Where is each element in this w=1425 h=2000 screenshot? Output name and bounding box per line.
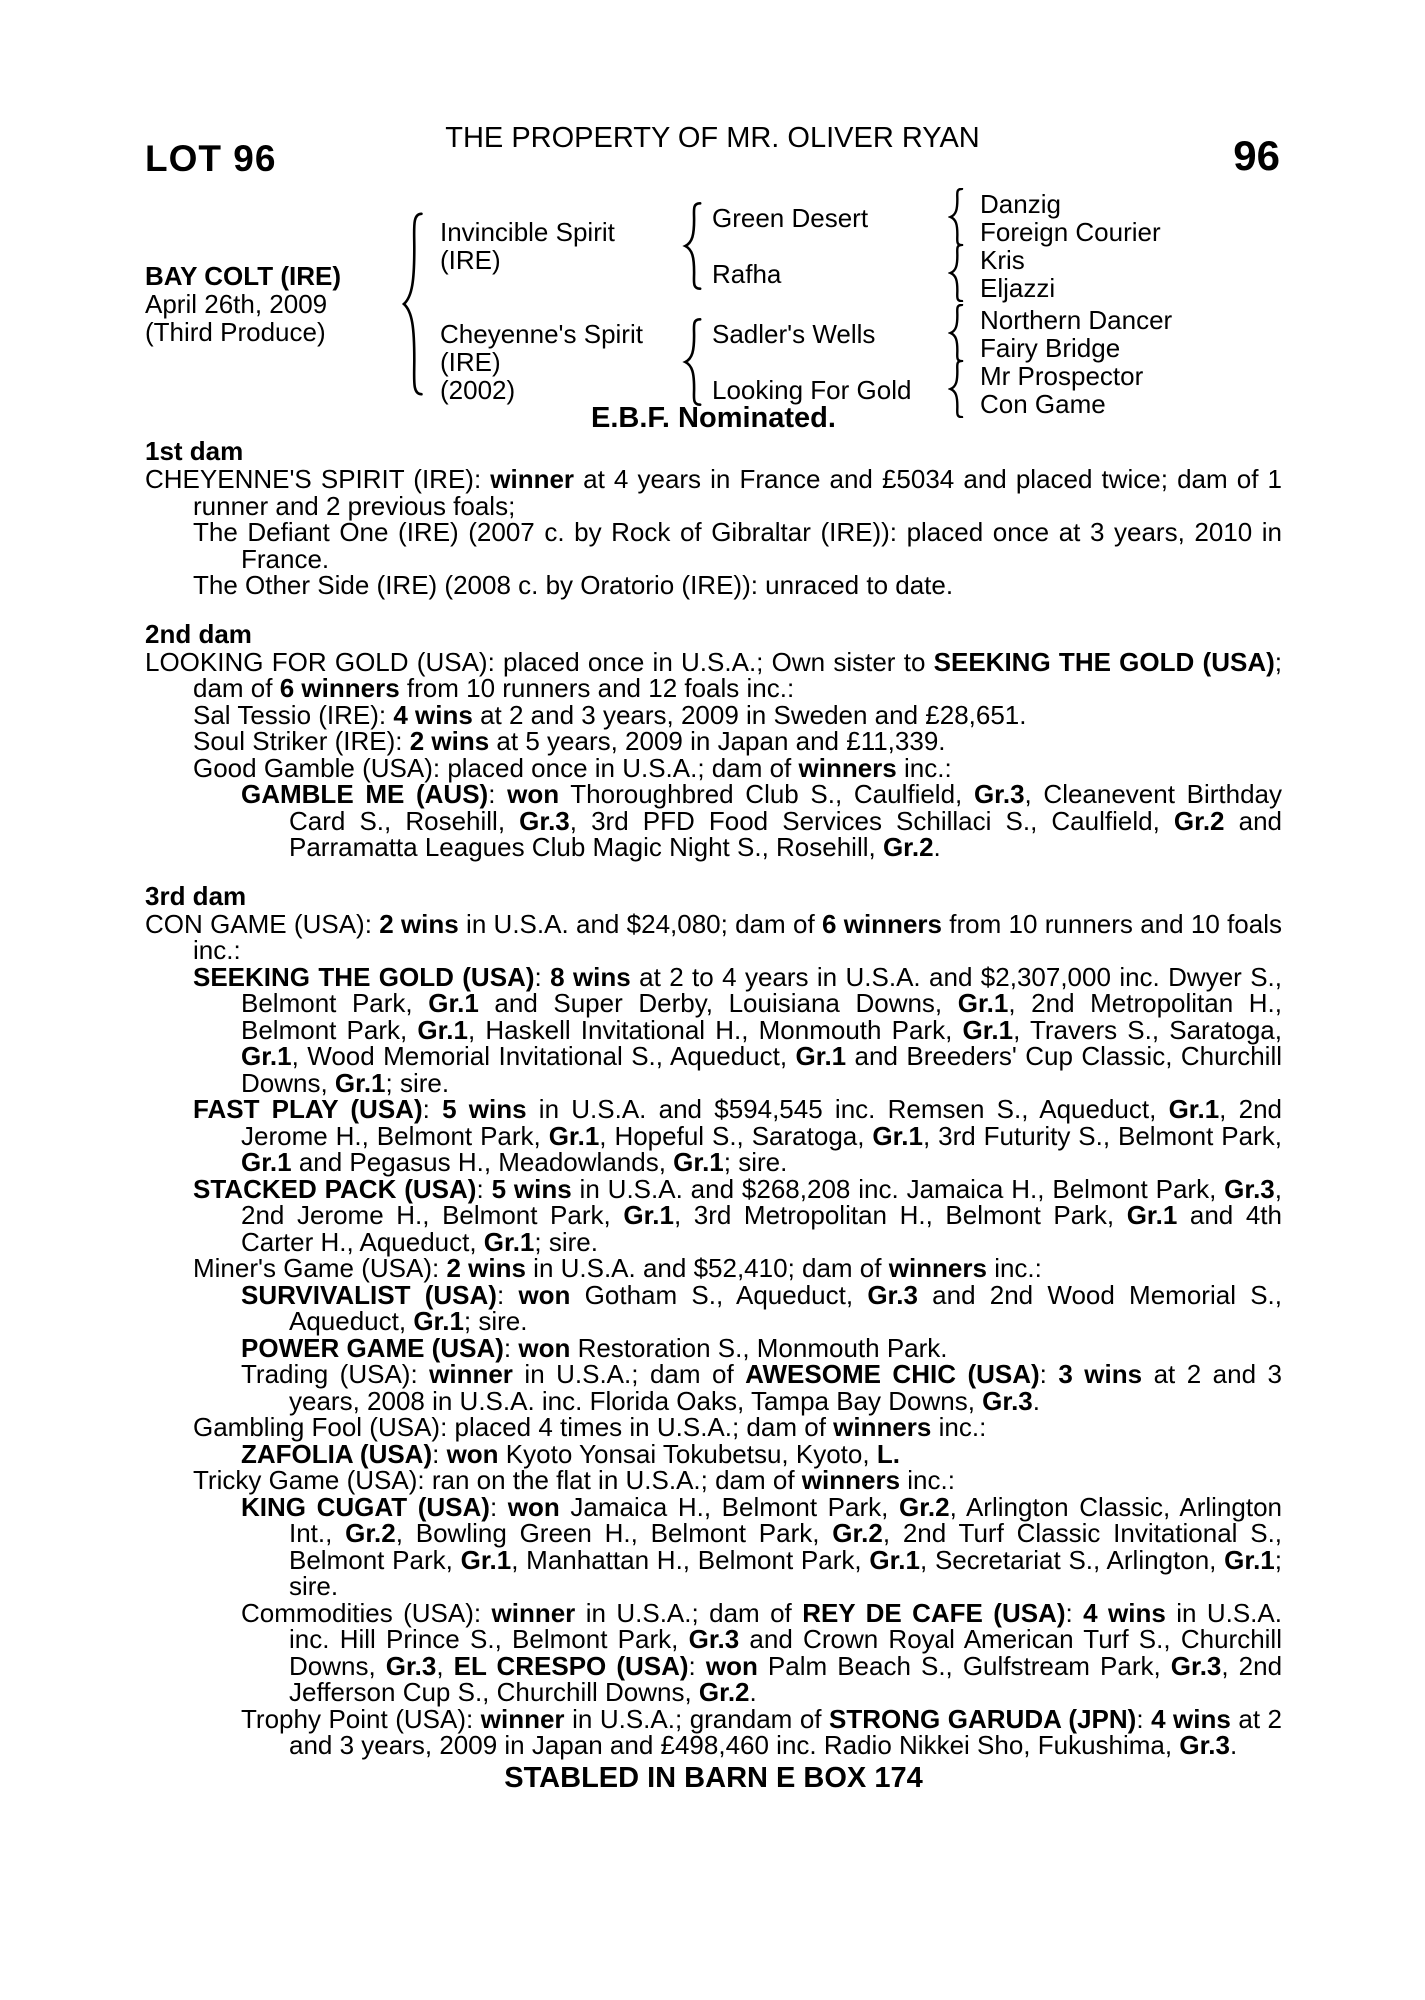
catalogue-paragraph: Good Gamble (USA): placed once in U.S.A.; dam of winners inc.:: [193, 752, 952, 783]
catalogue-paragraph: SURVIVALIST (USA): won Gotham S., Aqueduct, Gr.3 and 2nd Wood Memorial S., Aqueduct, Gr.1; sire.: [241, 1279, 1282, 1336]
catalogue-paragraph: STACKED PACK (USA): 5 wins in U.S.A. and $268,208 inc. Jamaica H., Belmont Park, Gr.3, 2nd Jerome H., Belmont Park, Gr.1, 3rd Metropolitan H., Belmont Park, Gr.1 and 4th Carter H., Aqueduct, Gr.1; sire.: [193, 1173, 1282, 1257]
brace-icon: [682, 318, 704, 406]
brace-icon: [948, 188, 965, 246]
catalogue-paragraph: POWER GAME (USA): won Restoration S., Monmouth Park.: [241, 1332, 948, 1363]
grandparent-name: Kris: [980, 245, 1025, 275]
catalogue-paragraph: ZAFOLIA (USA): won Kyoto Yonsai Tokubetsu, Kyoto, L.: [241, 1438, 900, 1469]
dam-name: Cheyenne's Spirit: [440, 319, 643, 349]
grandparent-name: Fairy Bridge: [980, 333, 1121, 363]
dam-suffix: (IRE): [440, 347, 501, 377]
catalogue-paragraph: SEEKING THE GOLD (USA): 8 wins at 2 to 4 years in U.S.A. and $2,307,000 inc. Dwyer S., Belmont Park, Gr.1 and Super Derby, Louisiana Downs, Gr.1, 2nd Metropolitan H., Belmont Park, Gr.1, Haskell Invitational H., Monmouth Park, Gr.1, Travers S., Saratoga, Gr.1, Wood Memorial Invitational S., Aqueduct, Gr.1 and Breeders' Cup Classic, Churchill Downs, Gr.1; sire.: [193, 961, 1283, 1098]
subject-foaling-date: April 26th, 2009: [145, 289, 328, 319]
catalogue-paragraph: Miner's Game (USA): 2 wins in U.S.A. and $52,410; dam of winners inc.:: [193, 1253, 1042, 1283]
dam-heading: 3rd dam: [145, 880, 247, 911]
catalogue-paragraph: FAST PLAY (USA): 5 wins in U.S.A. and $594,545 inc. Remsen S., Aqueduct, Gr.1, 2nd Jerome H., Belmont Park, Gr.1, Hopeful S., Saratoga, Gr.1, 3rd Futurity S., Belmont Park, Gr.1 and Pegasus H., Meadowlands, Gr.1; sire.: [193, 1094, 1283, 1177]
catalogue-paragraph: LOOKING FOR GOLD (USA): placed once in U.S.A.; Own sister to SEEKING THE GOLD (USA); dam of 6 winners from 10 runners and 12 foals inc.:: [145, 646, 1282, 703]
catalogue-paragraph: The Other Side (IRE) (2008 c. by Oratorio (IRE)): unraced to date.: [193, 570, 954, 600]
catalogue-paragraph: Trading (USA): winner in U.S.A.; dam of AWESOME CHIC (USA): 3 wins at 2 and 3 years, 2008 in U.S.A. inc. Florida Oaks, Tampa Bay Downs, Gr.3.: [241, 1359, 1282, 1416]
catalogue-paragraph: CHEYENNE'S SPIRIT (IRE): winner at 4 years in France and £5034 and placed twice; dam of 1 runner and 2 previous foals;: [145, 464, 1282, 521]
sire-sire-name: Green Desert: [712, 203, 869, 233]
ebf-nominated-line: E.B.F. Nominated.: [591, 402, 836, 434]
catalogue-paragraph: Commodities (USA): winner in U.S.A.; dam of REY DE CAFE (USA): 4 wins in U.S.A. inc. Hill Prince S., Belmont Park, Gr.3 and Crown Royal American Turf S., Churchill Downs, Gr.3, EL CRESPO (USA): won Palm Beach S., Gulfstream Park, Gr.3, 2nd Jefferson Cup S., Churchill Downs, Gr.2.: [241, 1597, 1283, 1707]
sire-suffix: (IRE): [440, 245, 501, 275]
catalogue-paragraph: Gambling Fool (USA): placed 4 times in U.S.A.; dam of winners inc.:: [193, 1412, 987, 1442]
grandparent-name: Mr Prospector: [980, 361, 1144, 391]
dam-sections: [145, 436, 1282, 1759]
lot-number: LOT 96: [145, 138, 277, 179]
grandparent-name: Danzig: [980, 189, 1061, 219]
sire-name: Invincible Spirit: [440, 217, 615, 247]
sire-dam-name: Rafha: [712, 259, 782, 289]
dam-heading: 1st dam: [145, 436, 244, 466]
dam-heading: 2nd dam: [145, 618, 252, 649]
grandparent-name: Northern Dancer: [980, 305, 1173, 335]
dam-section: [145, 436, 1282, 599]
dam-section: [145, 619, 1282, 861]
page-number: 96: [1233, 132, 1280, 179]
stabled-line: STABLED IN BARN E BOX 174: [504, 1761, 923, 1794]
brace-icon: [948, 244, 965, 302]
catalogue-paragraph: The Defiant One (IRE) (2007 c. by Rock of Gibraltar (IRE)): placed once at 3 years, 2010 in France.: [193, 517, 1282, 574]
grandparent-name: Con Game: [980, 389, 1106, 419]
grandparent-name: Eljazzi: [980, 273, 1056, 303]
subject-name: BAY COLT (IRE): [145, 261, 341, 291]
subject-produce-note: (Third Produce): [145, 317, 326, 347]
brace-icon: [948, 304, 965, 362]
dam-sire-name: Sadler's Wells: [712, 319, 876, 349]
grandparent-name: Foreign Courier: [980, 217, 1161, 247]
brace-icon: [682, 202, 704, 290]
catalogue-paragraph: Tricky Game (USA): ran on the flat in U.S.A.; dam of winners inc.:: [193, 1465, 955, 1495]
catalogue-paragraph: GAMBLE ME (AUS): won Thoroughbred Club S., Caulfield, Gr.3, Cleanevent Birthday Card S., Rosehill, Gr.3, 3rd PFD Food Services Schillaci S., Caulfield, Gr.2 and Parramatta Leagues Club Magic Night S., Rosehill, Gr.2.: [241, 779, 1282, 862]
dam-year: (2002): [440, 375, 516, 405]
catalogue-paragraph: Soul Striker (IRE): 2 wins at 5 years, 2009 in Japan and £11,339.: [193, 726, 946, 756]
catalogue-paragraph: CON GAME (USA): 2 wins in U.S.A. and $24,080; dam of 6 winners from 10 runners and 10 foals inc.:: [145, 908, 1283, 965]
property-line: THE PROPERTY OF MR. OLIVER RYAN: [445, 122, 980, 154]
brace-icon: [400, 211, 426, 397]
catalogue-paragraph: Trophy Point (USA): winner in U.S.A.; grandam of STRONG GARUDA (JPN): 4 wins at 2 and 3 years, 2009 in Japan and £498,460 inc. Radio Nikkei Sho, Fukushima, Gr.3.: [241, 1703, 1283, 1760]
dam-dam-name: Looking For Gold: [712, 375, 912, 405]
catalogue-paragraph: Sal Tessio (IRE): 4 wins at 2 and 3 years, 2009 in Sweden and £28,651.: [193, 699, 1027, 730]
dam-section: [145, 881, 1282, 1759]
catalogue-paragraph: KING CUGAT (USA): won Jamaica H., Belmont Park, Gr.2, Arlington Classic, Arlington Int., Gr.2, Bowling Green H., Belmont Park, Gr.2, 2nd Turf Classic Invitational S., Belmont Park, Gr.1, Manhattan H., Belmont Park, Gr.1, Secretariat S., Arlington, Gr.1; sire.: [241, 1491, 1283, 1601]
catalogue-body: [145, 402, 1282, 1794]
